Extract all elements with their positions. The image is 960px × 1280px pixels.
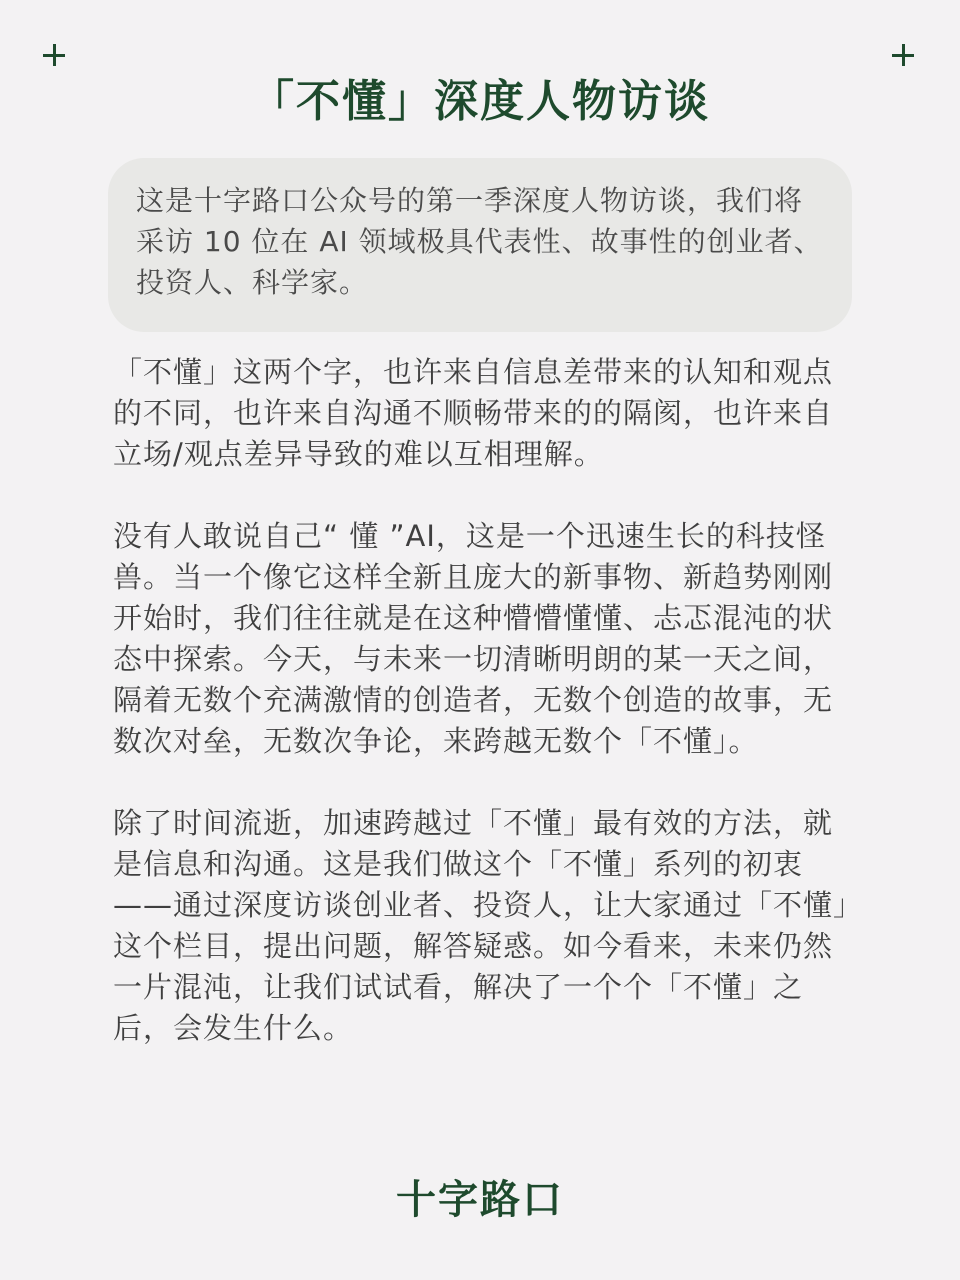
body-paragraph-2: 没有人敢说自己“ 懂 ”AI，这是一个迅速生长的科技怪兽。当一个像它这样全新且庞大的新事物、新趋势刚刚开始时，我们往往就是在这种懵懵懂懂、忐忑混沌的状态中探索。今天，与未来一切清晰明朗的某一天之间，隔着无数个充满激情的创造者，无数个创造的故事，无数次对垒，无数次争论，来跨越无数个「不懂」。 bbox=[113, 519, 834, 758]
body-paragraph-1: 「不懂」这两个字，也许来自信息差带来的认知和观点的不同，也许来自沟通不顺畅带来的的隔阂，也许来自立场/观点差异导致的难以互相理解。 bbox=[113, 355, 834, 471]
body-paragraph-3: 除了时间流逝，加速跨越过「不懂」最有效的方法，就是信息和沟通。这是我们做这个「不懂」系列的初衷——通过深度访谈创业者、投资人，让大家通过「不懂」这个栏目，提出问题，解答疑惑。如今看来，未来仍然一片混沌，让我们试试看，解决了一个个「不懂」之后，会发生什么。 bbox=[113, 806, 849, 1045]
footer-logo: 十字路口 bbox=[396, 1177, 564, 1223]
corner-plus-icon-right bbox=[892, 44, 914, 66]
intro-text: 这是十字路口公众号的第一季深度人物访谈，我们将采访 10 位在 AI 领域极具代表性、故事性的创业者、投资人、科学家。 bbox=[136, 184, 823, 299]
corner-plus-icon-left bbox=[43, 44, 65, 66]
page-title: 「不懂」深度人物访谈 bbox=[250, 76, 710, 127]
intro-box bbox=[108, 158, 852, 332]
